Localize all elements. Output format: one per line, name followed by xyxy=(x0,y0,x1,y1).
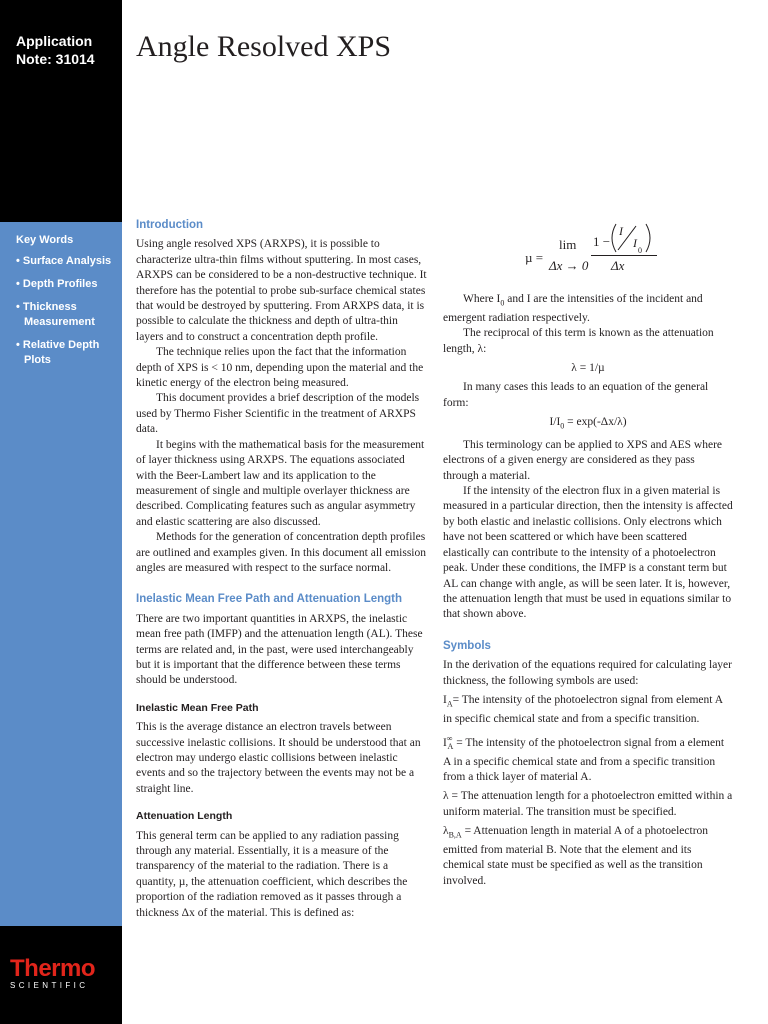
logo-scientific-text: SCIENTIFIC xyxy=(10,981,89,990)
thermo-scientific-logo xyxy=(10,955,95,990)
symbol-definition: $I^\infty_A$ = The intensity of the photoelectron signal from a element A in a specific chemical state and from a specific transition from a thick layer of material A. xyxy=(443,734,725,783)
symbol-definition: $\lambda_{B,A}$ = Attenuation length in material A of a photoelectron emitted from material B. Note that the element and its chemical state must be specified as well as the transition involved. xyxy=(443,825,709,887)
intro-heading: Introduction xyxy=(136,219,204,231)
definition-paragraph: In many cases this leads to an equation of the general form: xyxy=(443,381,709,409)
definition-paragraph: If the intensity of the electron flux in a given material is measured in a particular direction, then the intensity is affected by both elastic and inelastic collisions. Only electrons which have not been scattered or which have been scattered elastically can contribute to the intensity of a photoelectron peak. Under these conditions, the IMFP is a constant term but AL can change with angle, as will be seen later. It is, however, the attenuation length that must be used in equations similar to that shown above. xyxy=(443,485,733,621)
page-title: Angle Resolved XPS xyxy=(136,30,391,63)
symbols-list xyxy=(443,658,733,889)
imfp-paragraph: There are two important quantities in ARXPS, the inelastic mean free path (IMFP) and the attenuation length (AL). These terms are related and, in the past, were used interchangeably but it is important that the difference between these terms should be understood. xyxy=(136,612,423,687)
keywords-list xyxy=(16,254,120,368)
right-column xyxy=(443,220,733,893)
intro-paragraph: The technique relies upon the fact that the information depth of XPS is < 10 nm, depending upon the material and the kinetic energy of the electron being measured. xyxy=(136,346,424,390)
sidebar xyxy=(0,0,122,1024)
fraction-parentheses xyxy=(606,222,656,254)
keywords-title: Key Words xyxy=(16,234,74,246)
attenuation-coefficient-equation: µ = lim Δx → 0 1 − I I 0 Δx xyxy=(443,220,733,290)
beer-lambert-equation: $I/I_0 = \exp(-\Delta x/\lambda)$ xyxy=(549,416,627,431)
symbols-intro: In the derivation of the equations required for calculating layer thickness, the following symbols are used: xyxy=(443,659,732,687)
imfp-paragraph: This is the average distance an electron travels between successive inelastic collisions. It should be understood that an electron may undergo elastic collisions between inelastic events and so the trajectory between the events may not be a straight line. xyxy=(136,721,421,795)
keywords-panel xyxy=(16,234,120,376)
definition-paragraph: This terminology can be applied to XPS and AES where electrons of a given energy are considered as they pass through a material. xyxy=(443,438,723,482)
symbol-definition: λ = The attenuation length for a photoelectron emitted within a uniform material. The transition must be specified. xyxy=(443,790,733,818)
intro-paragraph: It begins with the mathematical basis for the measurement of layer thickness using ARXPS. The equations associated with the Beer-Lambert law and its application to the measurement of single and multiple overlayer thickness are described. Complicating features such as angular asymmetry and elastic scattering are also discussed. xyxy=(136,438,425,528)
al-paragraph: This general term can be applied to any radiation passing through any material. Essentially, it is a measure of the transparency of the material to the radiation. There is a quantity, µ, the attenuation coefficient, which describes the proportion of the radiation removed as it passes through a thickness Δx of the material. This is defined as: xyxy=(136,829,408,919)
symbol-definition: $I_A=$ The intensity of the photoelectron signal from element A in specific chemical state and from a specific transition. xyxy=(443,693,723,725)
definition-paragraph: Where $I_0$ and I are the intensities of the incident and emergent radiation respectively. xyxy=(443,293,703,324)
intro-paragraph: This document provides a brief description of the models used by Thermo Fisher Scientific in the treatment of ARXPS data. xyxy=(136,392,420,436)
reciprocal-equation: λ = 1/µ xyxy=(571,361,605,374)
intro-paragraph: Using angle resolved XPS (ARXPS), it is possible to characterize ultra-thin films without sputtering. In most cases, ARXPS can be considered to be a non-destructive technique. It therefore has the potential to probe sub-surface chemical states that would be destroyed by sputtering. From ARXPS data, it is possible to calculate the thickness and depth of ultra-thin layers and to construct a concentration depth profile. xyxy=(136,238,427,343)
keyword-item: • Relative Depth Plots xyxy=(16,339,100,366)
left-column xyxy=(136,218,428,921)
al-subheading: Attenuation Length xyxy=(136,810,233,823)
logo-thermo-text: Thermo xyxy=(10,955,96,982)
definition-paragraph: The reciprocal of this term is known as the attenuation length, λ: xyxy=(443,327,714,355)
application-note-label: Application Note: 31014 xyxy=(16,33,95,67)
keyword-item: • Surface Analysis xyxy=(16,255,112,267)
symbols-heading: Symbols xyxy=(443,639,491,652)
keyword-item: • Thickness Measurement xyxy=(16,301,95,328)
imfp-heading: Inelastic Mean Free Path and Attenuation Length xyxy=(136,593,403,606)
imfp-subheading: Inelastic Mean Free Path xyxy=(136,701,259,714)
intro-paragraph: Methods for the generation of concentration depth profiles are outlined and examples given. In this document all emission angles are measured with respect to the surface normal. xyxy=(136,531,426,574)
keyword-item: • Depth Profiles xyxy=(16,278,98,290)
